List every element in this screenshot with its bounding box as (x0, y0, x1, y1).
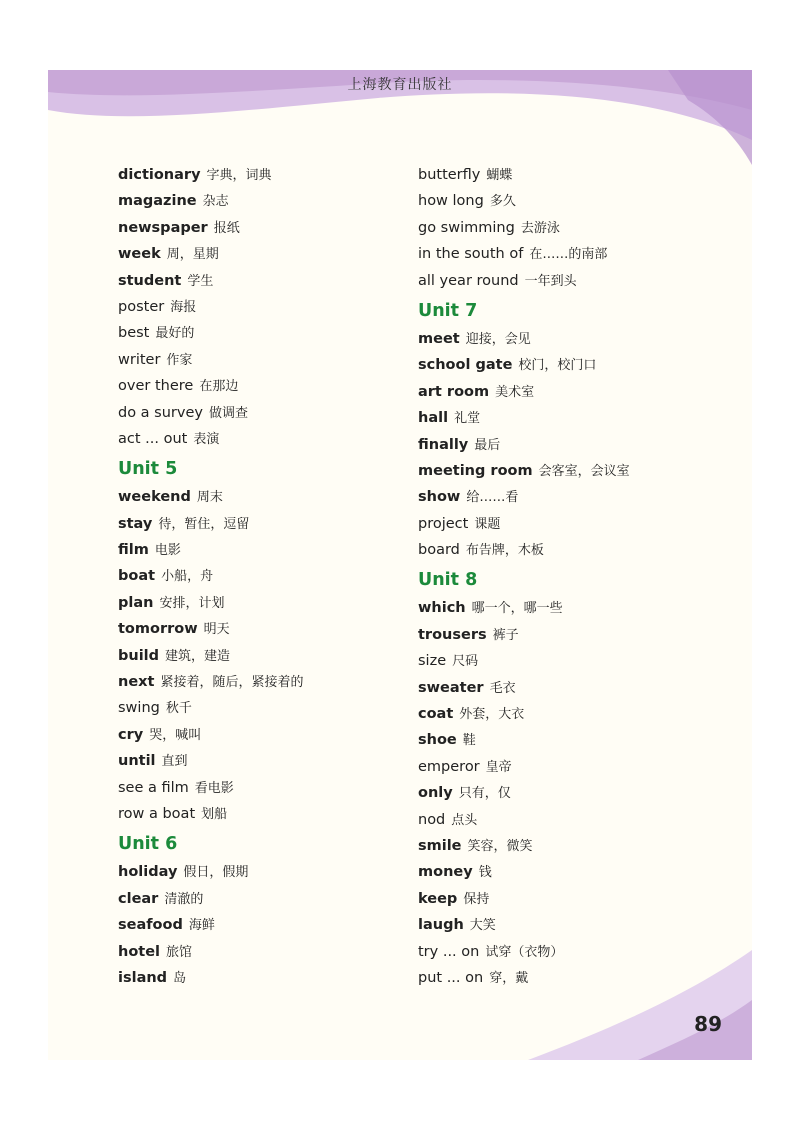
english-word: art room (418, 383, 490, 400)
chinese-meaning: 小船，舟 (161, 569, 214, 585)
vocabulary-entry (418, 215, 630, 241)
english-word: seafood (118, 917, 183, 934)
english-word: tomorrow (118, 621, 198, 638)
chinese-meaning: 多久 (489, 194, 516, 210)
chinese-meaning: 秋千 (165, 701, 192, 717)
chinese-meaning: 周末 (196, 490, 223, 506)
english-word: plan (118, 594, 154, 611)
vocabulary-entry (418, 511, 630, 537)
vocabulary-entry (118, 939, 303, 965)
chinese-meaning: 待，暂住，逗留 (158, 516, 250, 532)
vocabulary-entry (118, 695, 303, 721)
chinese-meaning: 一年到头 (524, 273, 577, 289)
english-word: cry (118, 726, 144, 743)
english-word: act ... out (118, 430, 188, 447)
chinese-meaning: 划船 (201, 806, 228, 822)
english-word: clear (118, 890, 159, 907)
english-word: see a film (118, 779, 189, 796)
english-word: put ... on (418, 969, 484, 986)
vocabulary-entry (118, 294, 303, 320)
vocabulary-entry (118, 215, 303, 241)
english-word: which (418, 600, 466, 617)
vocabulary-entry (418, 859, 630, 885)
english-word: stay (118, 515, 153, 532)
left-vocabulary-column (118, 162, 303, 991)
vocabulary-entry (418, 432, 630, 458)
chinese-meaning: 在……的南部 (529, 247, 608, 263)
vocabulary-entry (118, 886, 303, 912)
chinese-meaning: 最后 (474, 437, 501, 453)
vocabulary-entry (418, 268, 630, 294)
chinese-meaning: 直到 (161, 754, 188, 770)
chinese-meaning: 哭，喊叫 (149, 727, 202, 743)
vocabulary-entry (418, 379, 630, 405)
chinese-meaning: 给……看 (466, 490, 519, 506)
chinese-meaning: 课题 (474, 516, 501, 532)
chinese-meaning: 校门，校门口 (518, 358, 597, 374)
english-word: magazine (118, 193, 197, 210)
chinese-meaning: 旅馆 (166, 944, 193, 960)
chinese-meaning: 明天 (203, 622, 230, 638)
english-word: money (418, 864, 473, 881)
vocabulary-entry (418, 965, 630, 991)
vocabulary-entry (418, 241, 630, 267)
vocabulary-entry (118, 268, 303, 294)
chinese-meaning: 试穿（衣物） (485, 944, 564, 960)
english-word: go swimming (418, 219, 515, 236)
english-word: next (118, 674, 155, 691)
vocabulary-entry (118, 563, 303, 589)
english-word: dictionary (118, 167, 201, 183)
english-word: size (418, 653, 447, 670)
vocabulary-entry (118, 669, 303, 695)
english-word: film (118, 542, 149, 559)
chinese-meaning: 安排，计划 (159, 595, 225, 611)
page-number: 89 (694, 1012, 722, 1036)
textbook-page (48, 70, 752, 1060)
english-word: build (118, 647, 160, 664)
english-word: do a survey (118, 404, 203, 421)
english-word: sweater (418, 679, 484, 696)
english-word: nod (418, 811, 446, 828)
english-word: holiday (118, 864, 178, 881)
unit-heading: Unit 7 (418, 300, 478, 321)
chinese-meaning: 哪一个，哪一些 (471, 601, 563, 617)
vocabulary-entry (418, 326, 630, 352)
vocabulary-entry (118, 616, 303, 642)
vocabulary-entry (418, 912, 630, 938)
vocabulary-entry (118, 400, 303, 426)
chinese-meaning: 礼堂 (454, 411, 481, 427)
chinese-meaning: 布告牌，木板 (465, 543, 544, 559)
vocabulary-entry (418, 780, 630, 806)
english-word: hotel (118, 943, 161, 960)
chinese-meaning: 报纸 (213, 220, 240, 236)
chinese-meaning: 建筑，建造 (165, 648, 231, 664)
vocabulary-entry (118, 748, 303, 774)
english-word: board (418, 542, 460, 559)
vocabulary-entry (418, 595, 630, 621)
vocabulary-entry (418, 727, 630, 753)
english-word: newspaper (118, 219, 208, 236)
chinese-meaning: 蝴蝶 (486, 168, 513, 183)
chinese-meaning: 海鲜 (188, 918, 215, 934)
chinese-meaning: 岛 (173, 970, 187, 986)
chinese-meaning: 穿，戴 (489, 970, 529, 986)
vocabulary-entry (118, 484, 303, 510)
publisher-name: 上海教育出版社 (347, 77, 453, 93)
vocabulary-entry (118, 426, 303, 452)
chinese-meaning: 笑容，微笑 (467, 838, 533, 854)
english-word: student (118, 272, 182, 289)
english-word: island (118, 969, 168, 986)
vocabulary-entry (418, 458, 630, 484)
chinese-meaning: 表演 (193, 431, 220, 447)
vocabulary-entry (118, 912, 303, 938)
unit-heading: Unit 8 (418, 570, 478, 591)
vocabulary-entry (118, 241, 303, 267)
chinese-meaning: 作家 (166, 352, 193, 368)
vocabulary-entry (118, 511, 303, 537)
english-word: poster (118, 298, 165, 315)
chinese-meaning: 假日，假期 (183, 865, 249, 881)
vocabulary-entry (418, 675, 630, 701)
chinese-meaning: 去游泳 (520, 220, 560, 236)
english-word: swing (118, 700, 160, 717)
english-word: how long (418, 193, 484, 210)
vocabulary-entry (418, 537, 630, 563)
english-word: all year round (418, 272, 519, 289)
chinese-meaning: 只有，仅 (458, 786, 511, 802)
chinese-meaning: 美术室 (495, 384, 535, 400)
english-word: row a boat (118, 805, 196, 822)
chinese-meaning: 清澈的 (164, 891, 204, 907)
vocabulary-entry (418, 939, 630, 965)
vocabulary-entry (118, 188, 303, 214)
vocabulary-entry (118, 537, 303, 563)
vocabulary-entry (118, 590, 303, 616)
vocabulary-entry (118, 775, 303, 801)
chinese-meaning: 周，星期 (166, 247, 219, 263)
chinese-meaning: 最好的 (155, 326, 195, 342)
vocabulary-entry (418, 833, 630, 859)
chinese-meaning: 裤子 (492, 627, 519, 643)
chinese-meaning: 紧接着，随后，紧接着的 (160, 675, 304, 691)
vocabulary-entry (118, 162, 303, 188)
english-word: school gate (418, 357, 513, 374)
english-word: writer (118, 351, 161, 368)
unit-heading: Unit 5 (118, 459, 178, 480)
chinese-meaning: 外套，大衣 (459, 707, 525, 723)
vocabulary-entry (418, 484, 630, 510)
vocabulary-entry (418, 807, 630, 833)
chinese-meaning: 字典，词典 (206, 168, 272, 183)
vocabulary-entry (118, 643, 303, 669)
chinese-meaning: 皇帝 (485, 759, 512, 775)
english-word: trousers (418, 626, 487, 643)
english-word: coat (418, 706, 454, 723)
chinese-meaning: 做调查 (208, 405, 248, 421)
english-word: until (118, 753, 156, 770)
chinese-meaning: 大笑 (469, 918, 496, 934)
english-word: keep (418, 890, 458, 907)
chinese-meaning: 毛衣 (489, 680, 516, 696)
english-word: laugh (418, 917, 464, 934)
chinese-meaning: 杂志 (202, 194, 229, 210)
vocabulary-entry (118, 965, 303, 991)
vocabulary-entry (418, 701, 630, 727)
english-word: week (118, 246, 161, 263)
vocabulary-entry (118, 859, 303, 885)
chinese-meaning: 会客室，会议室 (538, 463, 630, 479)
english-word: weekend (118, 489, 191, 506)
vocabulary-entry (418, 405, 630, 431)
vocabulary-entry (118, 347, 303, 373)
english-word: hall (418, 410, 449, 427)
vocabulary-entry (118, 373, 303, 399)
english-word: boat (118, 568, 156, 585)
vocabulary-entry (418, 622, 630, 648)
english-word: finally (418, 436, 469, 453)
vocabulary-entry (418, 754, 630, 780)
chinese-meaning: 海报 (170, 299, 197, 315)
chinese-meaning: 保持 (463, 891, 490, 907)
chinese-meaning: 鞋 (462, 733, 476, 749)
english-word: project (418, 515, 469, 532)
english-word: shoe (418, 732, 457, 749)
english-word: emperor (418, 758, 480, 775)
english-word: show (418, 489, 461, 506)
chinese-meaning: 点头 (451, 812, 478, 828)
chinese-meaning: 尺码 (452, 654, 479, 670)
english-word: best (118, 325, 150, 342)
vocabulary-entry (118, 722, 303, 748)
chinese-meaning: 迎接，会见 (465, 331, 531, 347)
english-word: try ... on (418, 943, 480, 960)
english-word: meet (418, 330, 460, 347)
chinese-meaning: 看电影 (194, 780, 234, 796)
vocabulary-entry (418, 188, 630, 214)
vocabulary-entry (418, 886, 630, 912)
english-word: smile (418, 837, 462, 854)
english-word: in the south of (418, 246, 524, 263)
chinese-meaning: 钱 (478, 865, 492, 881)
right-vocabulary-column (418, 162, 630, 991)
english-word: only (418, 785, 453, 802)
chinese-meaning: 电影 (154, 543, 181, 559)
chinese-meaning: 学生 (187, 273, 214, 289)
vocabulary-entry (118, 320, 303, 346)
vocabulary-entry (118, 801, 303, 827)
chinese-meaning: 在那边 (199, 379, 239, 395)
vocabulary-entry (418, 648, 630, 674)
english-word: butterfly (418, 167, 481, 183)
unit-heading: Unit 6 (118, 834, 178, 855)
vocabulary-entry (418, 352, 630, 378)
vocabulary-entry (418, 162, 630, 188)
english-word: over there (118, 378, 194, 395)
english-word: meeting room (418, 462, 533, 479)
